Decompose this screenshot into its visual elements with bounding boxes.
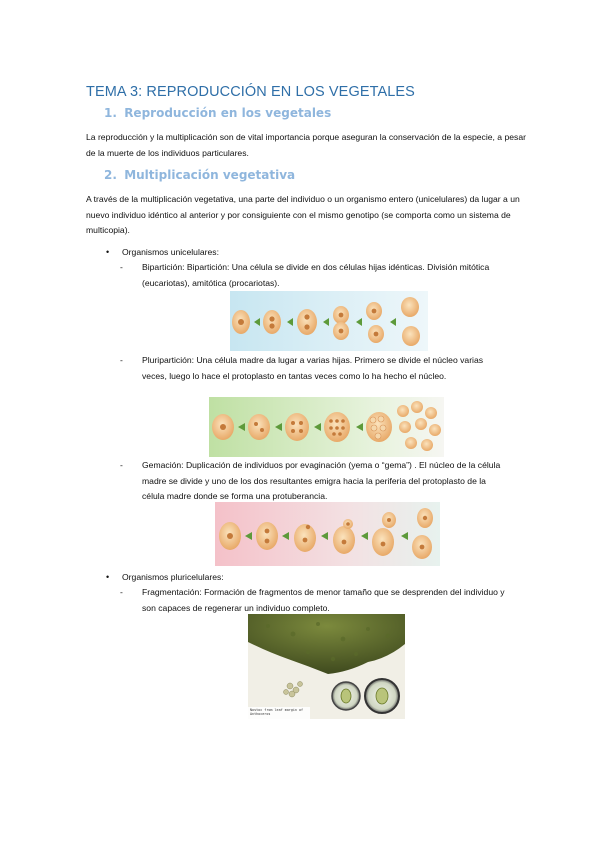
section-number: 1. <box>104 106 117 120</box>
gemacion-figure <box>215 502 440 566</box>
dash-icon: - <box>120 262 123 272</box>
bullet-icon: • <box>106 572 110 582</box>
intro-paragraph: La reproducción y la multiplicación son de vital importancia porque aseguran la conservación de la especie, a pesar de la muerte de los individuos particulares. <box>86 132 526 158</box>
dash-icon: - <box>120 355 123 365</box>
page-title: TEMA 3: REPRODUCCIÓN EN LOS VEGETALES <box>86 84 415 100</box>
pluriparticion-figure <box>209 397 444 457</box>
bullet-unicellular <box>106 247 219 257</box>
item-pluriparticion <box>120 353 510 384</box>
item-biparticion <box>120 260 510 291</box>
item-text: Bipartición: Bipartición: Una célula se divide en dos células hijas idénticas. División mitótica (eucariotas), amitótica (procariotas). <box>142 262 490 288</box>
figure-caption: Nostoc from leaf margin of Anthoceros <box>250 708 304 717</box>
dash-icon: - <box>120 460 123 470</box>
item-gemacion <box>120 458 510 505</box>
section-heading-text: Multiplicación vegetativa <box>124 168 296 182</box>
multiplication-paragraph: A través de la multiplicación vegetativa, una parte del individuo o un organismo entero (unicelulares) da lugar a un nuevo individuo idéntico al anterior y por consiguiente con el mismo genotipo (se comporta como un sistema de multicopia). <box>86 194 520 235</box>
bullet-pluricellular <box>106 572 224 582</box>
item-fragmentacion <box>120 585 510 616</box>
item-text: Fragmentación: Formación de fragmentos de menor tamaño que se desprenden del individuo y son capaces de regenerar un individuo completo. <box>142 587 505 613</box>
section-heading-text: Reproducción en los vegetales <box>124 106 332 120</box>
fragmentacion-figure <box>248 614 405 719</box>
bullet-label: Organismos unicelulares: <box>122 247 219 257</box>
item-text: Pluripartición: Una célula madre da lugar a varias hijas. Primero se divide el núcleo varias veces, luego lo hace el protoplasto en tantas veces como lo ha hecho el núcleo. <box>142 355 484 381</box>
dash-icon: - <box>120 587 123 597</box>
item-text: Gemación: Duplicación de individuos por evaginación (yema o “gema”) . El núcleo de la célula madre se divide y uno de los dos resultantes emigra hacia la periferia del protoplasto de la célula madre donde se forma una protuberancia. <box>142 460 501 501</box>
section-number: 2. <box>104 168 117 182</box>
bullet-label: Organismos pluricelulares: <box>122 572 224 582</box>
section-heading-1 <box>104 106 331 120</box>
section-heading-2 <box>104 168 295 182</box>
biparticion-figure <box>230 291 428 351</box>
bullet-icon: • <box>106 247 110 257</box>
